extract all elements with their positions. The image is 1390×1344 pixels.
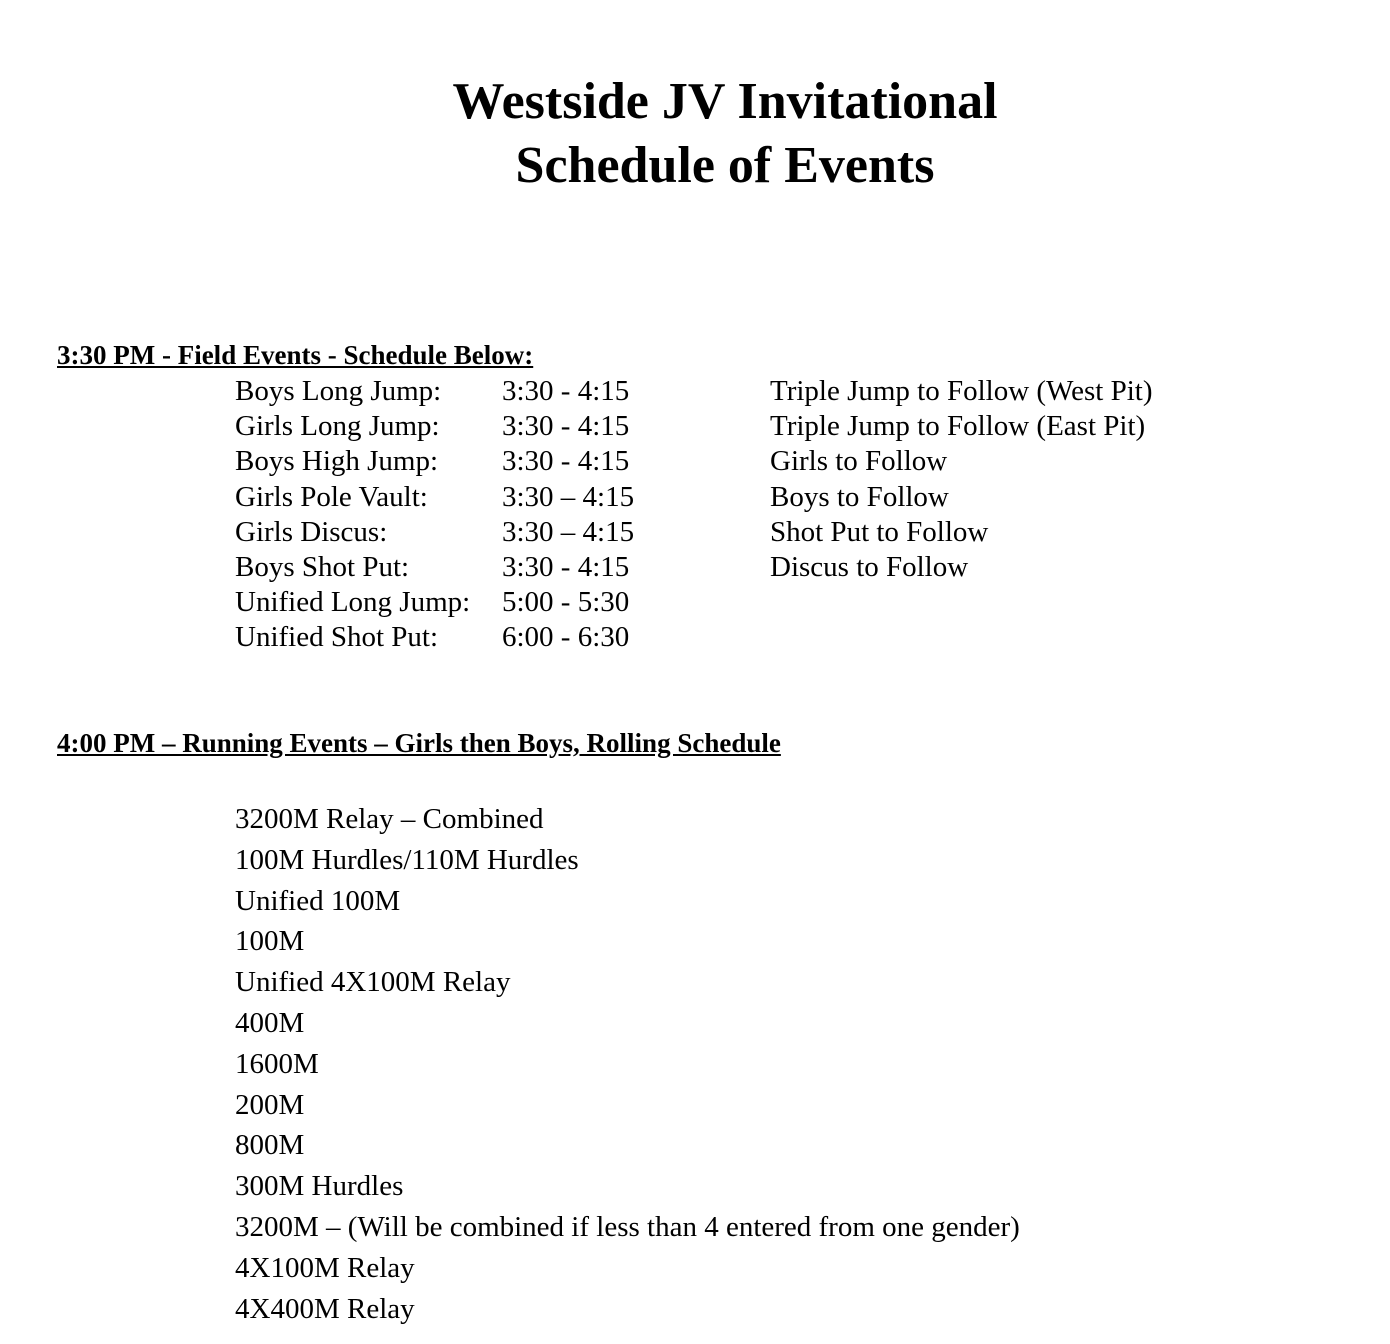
field-event-note: Triple Jump to Follow (East Pit)	[770, 410, 1146, 443]
field-event-note: Discus to Follow	[770, 550, 969, 583]
field-event-name: Boys Shot Put:	[235, 550, 410, 583]
running-event-item: 3200M – (Will be combined if less than 4 entered from one gender)	[235, 1210, 1020, 1243]
field-event-name: Unified Shot Put:	[235, 621, 439, 654]
field-event-name: Boys High Jump:	[235, 445, 439, 478]
field-event-time: 3:30 – 4:15	[502, 515, 635, 548]
running-event-item: 800M	[235, 1129, 305, 1162]
field-event-name: Girls Long Jump:	[235, 410, 440, 443]
running-event-item: 4X100M Relay	[235, 1251, 415, 1284]
field-event-time: 3:30 - 4:15	[502, 375, 630, 407]
running-events-heading: 4:00 PM – Running Events – Girls then Boys, Rolling Schedule	[57, 728, 781, 758]
field-event-name: Girls Pole Vault:	[235, 480, 428, 513]
running-event-item: 200M	[235, 1088, 305, 1121]
running-event-item: 100M	[235, 925, 305, 958]
running-event-item: 400M	[235, 1006, 305, 1039]
running-event-item: 300M Hurdles	[235, 1170, 404, 1203]
page-subtitle: Schedule of Events	[515, 137, 935, 194]
field-event-note: Shot Put to Follow	[770, 515, 989, 548]
running-event-item: 3200M Relay – Combined	[235, 803, 544, 835]
running-event-item: Unified 100M	[235, 884, 401, 917]
field-event-time: 3:30 - 4:15	[502, 410, 630, 443]
field-event-time: 6:00 - 6:30	[502, 621, 630, 654]
field-event-time: 3:30 - 4:15	[502, 550, 630, 583]
page-title: Westside JV Invitational	[452, 73, 998, 130]
field-events-heading: 3:30 PM - Field Events - Schedule Below:	[57, 340, 534, 370]
field-event-time: 3:30 – 4:15	[502, 480, 635, 513]
field-event-time: 3:30 - 4:15	[502, 445, 630, 478]
running-event-item: 1600M	[235, 1047, 319, 1080]
field-event-note: Boys to Follow	[770, 480, 949, 513]
field-event-name: Girls Discus:	[235, 515, 388, 548]
running-event-item: 100M Hurdles/110M Hurdles	[235, 843, 579, 876]
field-event-note: Triple Jump to Follow (West Pit)	[770, 375, 1153, 407]
field-event-name: Unified Long Jump:	[235, 586, 471, 619]
field-event-note: Girls to Follow	[770, 445, 948, 478]
field-event-time: 5:00 - 5:30	[502, 586, 630, 619]
running-events-list	[235, 799, 1020, 1329]
running-event-item: Unified 4X100M Relay	[235, 966, 511, 999]
running-event-item: 4X400M Relay	[235, 1292, 415, 1325]
field-event-name: Boys Long Jump:	[235, 375, 442, 407]
